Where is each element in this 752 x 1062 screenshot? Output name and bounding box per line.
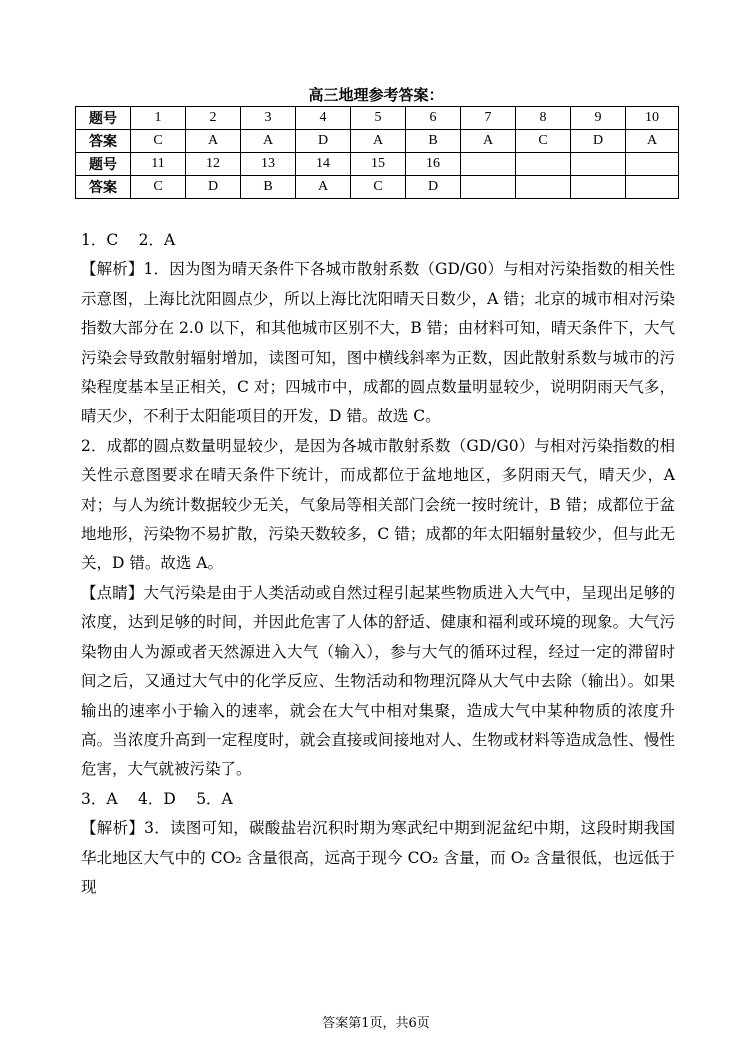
table-cell bbox=[571, 176, 626, 199]
table-cell: 2 bbox=[186, 107, 241, 130]
table-cell: 11 bbox=[131, 153, 186, 176]
answer-line-1-2: 1．C 2．A bbox=[81, 231, 176, 249]
table-cell: 1 bbox=[131, 107, 186, 130]
table-cell bbox=[461, 153, 516, 176]
table-cell: A bbox=[296, 176, 351, 199]
table-cell: 7 bbox=[461, 107, 516, 130]
table-cell bbox=[626, 153, 679, 176]
table-cell: 10 bbox=[626, 107, 679, 130]
table-cell: 13 bbox=[241, 153, 296, 176]
table-cell: D bbox=[406, 176, 461, 199]
table-cell: C bbox=[516, 130, 571, 153]
table-cell: D bbox=[296, 130, 351, 153]
table-cell: 16 bbox=[406, 153, 461, 176]
answer-table bbox=[75, 106, 679, 199]
table-cell bbox=[626, 176, 679, 199]
analysis-paragraph: 2．成都的圆点数量明显较少，是因为各城市散射系数（GD/G0）与相对污染指数的相关性示意图要求在晴天条件下统计，而成都位于盆地地区，多阴雨天气，晴天少，A 对；与人为统计数据较少无关，气象局等相关部门会统一按时统计，B 错；成都位于盆地地形，污染物不易扩散，污染天数较多，C 错；成都的年太阳辐射量较少，但与此无关，D 错。故选 A。 bbox=[81, 436, 675, 573]
table-cell: D bbox=[571, 130, 626, 153]
table-cell bbox=[571, 153, 626, 176]
table-row bbox=[76, 107, 679, 130]
table-row bbox=[76, 130, 679, 153]
table-cell: 9 bbox=[571, 107, 626, 130]
table-cell: D bbox=[186, 176, 241, 199]
analysis-paragraph: 【解析】3．读图可知，碳酸盐岩沉积时期为寒武纪中期到泥盆纪中期，这段时期我国华北地区大气中的 CO₂ 含量很高，远高于现今 CO₂ 含量，而 O₂ 含量很低，也远低于现 bbox=[81, 819, 675, 896]
page-title: 高三地理参考答案： bbox=[308, 86, 444, 104]
document-body bbox=[81, 226, 675, 902]
table-cell: 4 bbox=[296, 107, 351, 130]
answer-line-3-5: 3．A 4．D 5．A bbox=[81, 789, 233, 808]
row-header: 答案 bbox=[76, 176, 131, 199]
table-row bbox=[76, 153, 679, 176]
table-cell: A bbox=[626, 130, 679, 153]
table-cell: B bbox=[241, 176, 296, 199]
table-cell bbox=[516, 153, 571, 176]
table-cell: C bbox=[351, 176, 406, 199]
table-cell: 3 bbox=[241, 107, 296, 130]
row-header: 题号 bbox=[76, 153, 131, 176]
row-header: 答案 bbox=[76, 130, 131, 153]
table-cell: 14 bbox=[296, 153, 351, 176]
page-footer: 答案第1页，共6页 bbox=[322, 1016, 430, 1031]
table-cell: C bbox=[131, 130, 186, 153]
table-cell: 8 bbox=[516, 107, 571, 130]
table-cell: 12 bbox=[186, 153, 241, 176]
table-cell: 5 bbox=[351, 107, 406, 130]
table-cell bbox=[461, 176, 516, 199]
table-cell: A bbox=[461, 130, 516, 153]
table-cell: C bbox=[131, 176, 186, 199]
table-cell: A bbox=[186, 130, 241, 153]
row-header: 题号 bbox=[76, 107, 131, 130]
table-cell: 15 bbox=[351, 153, 406, 176]
table-cell bbox=[516, 176, 571, 199]
table-cell: A bbox=[351, 130, 406, 153]
tip-paragraph: 【点睛】大气污染是由于人类活动或自然过程引起某些物质进入大气中，呈现出足够的浓度，达到足够的时间，并因此危害了人体的舒适、健康和福利或环境的现象。大气污染物由人为源或者天然源进入大气（输入），参与大气的循环过程，经过一定的滞留时间之后，又通过大气中的化学反应、生物活动和物理沉降从大气中去除（输出）。如果输出的速率小于输入的速率，就会在大气中相对集聚，造成大气中某种物质的浓度升高。当浓度升高到一定程度时，就会直接或间接地对人、生物或材料等造成急性、慢性危害，大气就被污染了。 bbox=[81, 583, 675, 779]
table-row bbox=[76, 176, 679, 199]
table-cell: B bbox=[406, 130, 461, 153]
table-cell: 6 bbox=[406, 107, 461, 130]
table-cell: A bbox=[241, 130, 296, 153]
analysis-paragraph: 【解析】1．因为图为晴天条件下各城市散射系数（GD/G0）与相对污染指数的相关性示意图，上海比沈阳圆点少，所以上海比沈阳晴天日数少，A 错；北京的城市相对污染指数大部分在 2.0 以下，和其他城市区别不大，B 错；由材料可知，晴天条件下，大气污染会导致散射辐射增加，读图可知，图中横线斜率为正数，因此散射系数与城市的污染程度基本呈正相关，C 对；四城市中，成都的圆点数量明显较少，说明阴雨天气多，晴天少，不利于太阳能项目的开发，D 错。故选 C。 bbox=[81, 260, 675, 426]
